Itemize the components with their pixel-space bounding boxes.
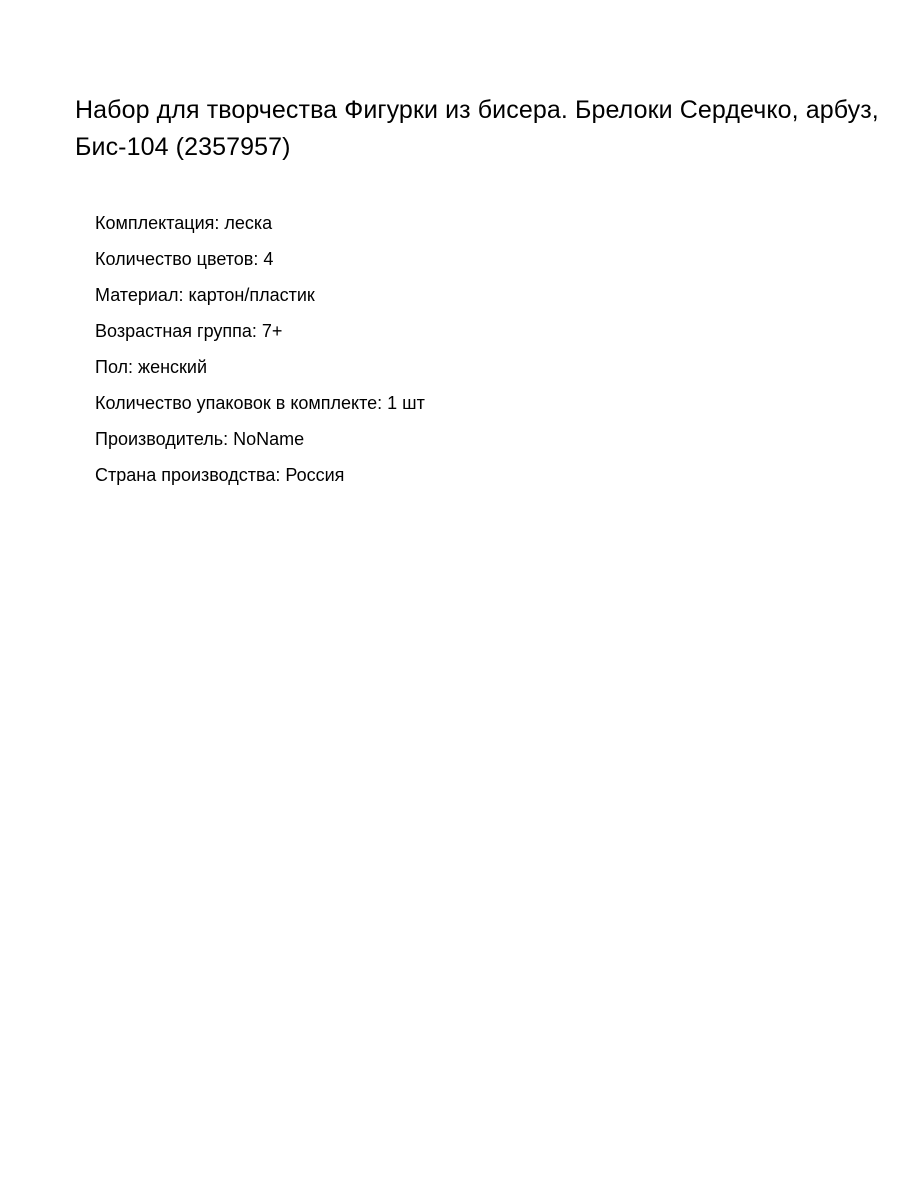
spec-equipment: Комплектация: леска bbox=[95, 213, 273, 233]
spec-manufacturer: Производитель: NoName bbox=[95, 429, 305, 449]
product-title: Набор для творчества Фигурки из бисера. Брелоки Сердечко, арбуз, Бис-104 (2357957) bbox=[75, 96, 879, 161]
spec-material: Материал: картон/пластик bbox=[95, 285, 315, 305]
spec-age-group: Возрастная группа: 7+ bbox=[95, 321, 283, 341]
spec-gender: Пол: женский bbox=[95, 357, 208, 377]
spec-packages-count: Количество упаковок в комплекте: 1 шт bbox=[95, 393, 425, 413]
spec-country: Страна производства: Россия bbox=[95, 465, 345, 485]
specs-list bbox=[95, 205, 425, 493]
spec-colors-count: Количество цветов: 4 bbox=[95, 249, 274, 269]
